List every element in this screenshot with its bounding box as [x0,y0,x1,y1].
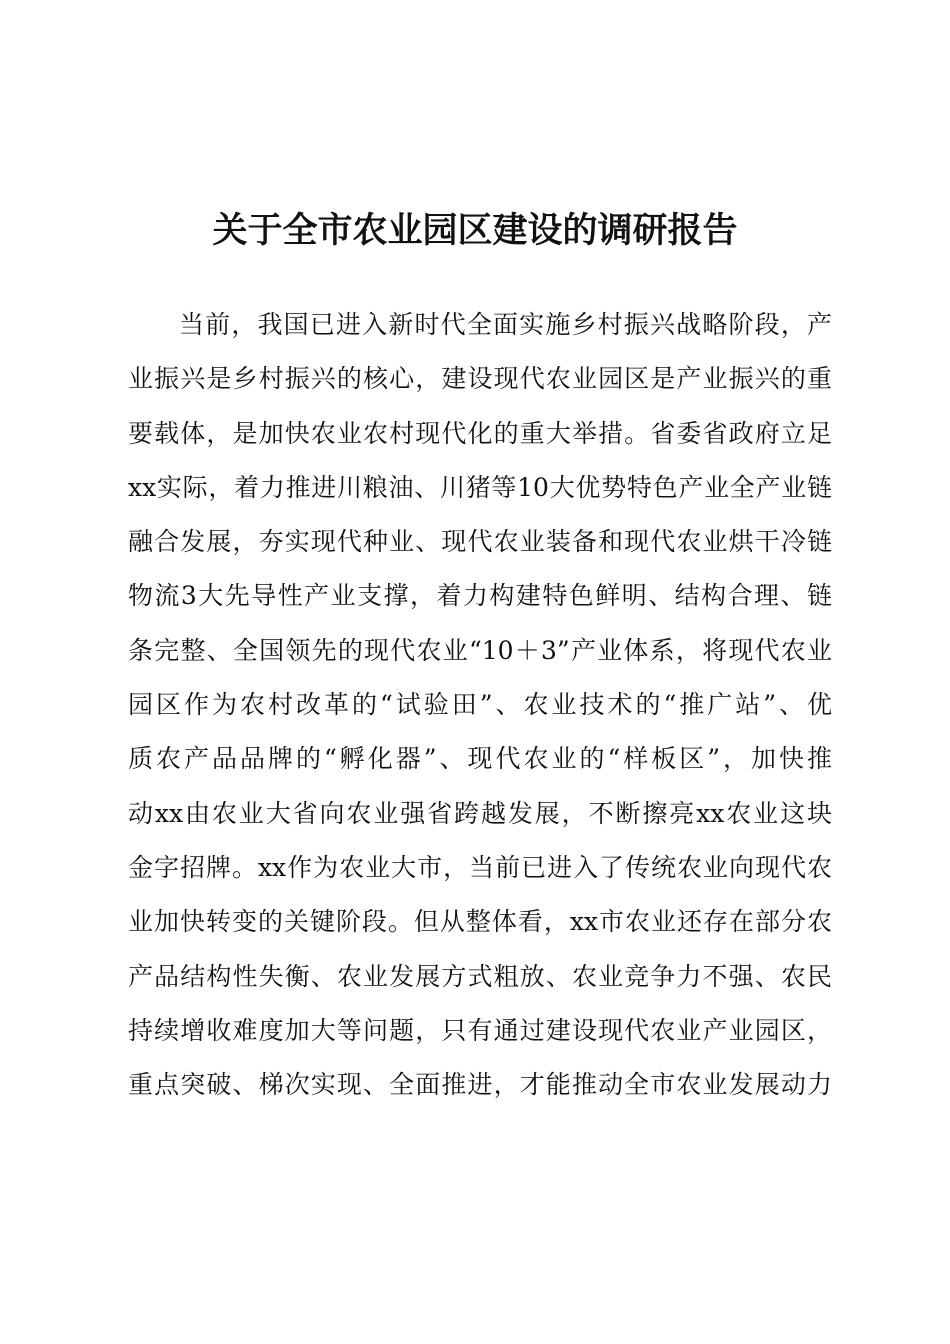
paragraph-line: 业振兴是乡村振兴的核心，建设现代农业园区是产业振兴的重 [128,364,832,394]
paragraph-line: 业加快转变的关键阶段。但从整体看，xx市农业还存在部分农 [128,907,832,937]
paragraph-line: 动xx由农业大省向农业强省跨越发展，不断擦亮xx农业这块 [128,798,832,828]
body-paragraph [128,298,832,1112]
paragraph-line: 园区作为农村改革的“试验田”、农业技术的“推广站”、优 [128,690,832,720]
paragraph-line: 当前，我国已进入新时代全面实施乡村振兴战略阶段，产 [179,310,832,339]
paragraph-line: 条完整、全国领先的现代农业“10＋3”产业体系，将现代农业 [128,635,832,665]
paragraph-line: 要载体，是加快农业农村现代化的重大举措。省委省政府立足 [128,418,832,448]
paragraph-line: 重点突破、梯次实现、全面推进，才能推动全市农业发展动力 [128,1070,832,1100]
paragraph-line: xx实际，着力推进川粮油、川猪等10大优势特色产业全产业链 [128,472,832,502]
paragraph-line: 产品结构性失衡、农业发展方式粗放、农业竞争力不强、农民 [128,961,832,991]
document-title: 关于全市农业园区建设的调研报告 [212,211,738,251]
paragraph-line: 质农产品品牌的“孵化器”、现代农业的“样板区”，加快推 [128,744,832,774]
paragraph-line: 金字招牌。xx作为农业大市，当前已进入了传统农业向现代农 [128,852,832,882]
paragraph-line: 持续增收难度加大等问题，只有通过建设现代农业产业园区， [128,1015,832,1045]
paragraph-line: 物流3大先导性产业支撑，着力构建特色鲜明、结构合理、链 [128,581,832,611]
paragraph-line: 融合发展，夯实现代种业、现代农业装备和现代农业烘干冷链 [128,527,832,557]
